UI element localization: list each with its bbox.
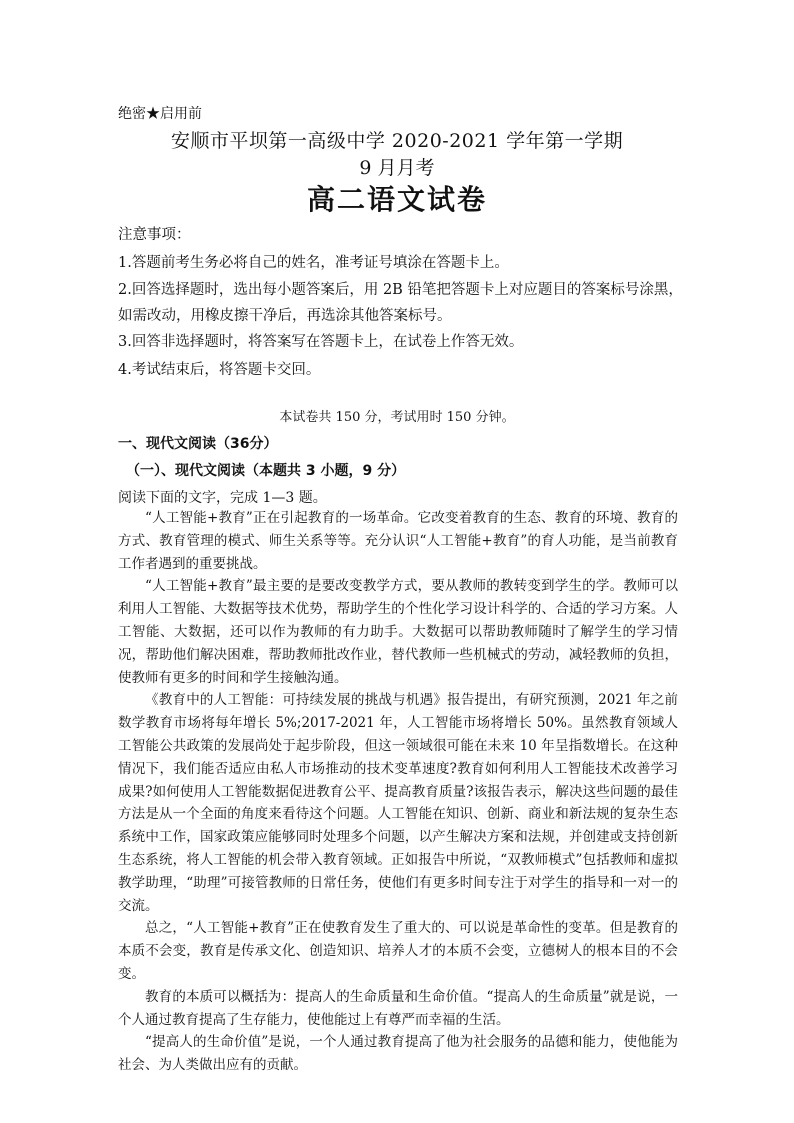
exam-notes xyxy=(118,222,688,384)
passage-paragraph: 教育的本质可以概括为：提高人的生命质量和生命价值。“提高人的生命质量”就是说，一个人通过教育提高了生存能力，使他能过上有尊严而幸福的生活。 xyxy=(118,988,678,1028)
reading-passage xyxy=(118,507,678,1077)
notes-heading: 注意事项： xyxy=(118,227,191,243)
reading-instruction: 阅读下面的文字，完成 1—3 题。 xyxy=(118,490,327,506)
passage-paragraph: “人工智能+教育”最主要的是要改变教学方式，要从教师的教转变到学生的学。教师可以利用人工智能、大数据等技术优势，帮助学生的个性化学习设计科学的、合适的学习方案。人工智能、大数据，还可以作为教师的有力助手。大数据可以帮助教师随时了解学生的学习情况，帮助他们解决困难，帮助教师批改作业，替代教师一些机械式的劳动，减轻教师的负担，使教师有更多的时间和学生接触沟通。 xyxy=(118,578,678,686)
passage-paragraph: 总之，“人工智能+教育”正在使教育发生了重大的、可以说是革命性的变革。但是教育的本质不会变，教育是传承文化、创造知识、培养人才的本质不会变，立德树人的根本目的不会变。 xyxy=(118,920,678,982)
note-item: 3.回答非选择题时，将答案写在答题卡上，在试卷上作答无效。 xyxy=(118,334,524,350)
school-term-heading: 安顺市平坝第一高级中学 2020-2021 学年第一学期 xyxy=(170,130,624,152)
confidential-label: 绝密★启用前 xyxy=(118,106,202,122)
passage-paragraph: 《教育中的人工智能：可持续发展的挑战与机遇》报告提出，有研究预测，2021 年之前数学教育市场将每年增长 5%;2017-2021 年，人工智能市场将增长 50%。虽然教育领域人工智能公共政策的发展尚处于起步阶段，但这一领域很可能在未来 10 年呈指数增长。在这种情况下，我们能否适应由私人市场推动的技术变革速度?教育如何利用人工智能技术改善学习成果?如何使用人工智能数据促进教育公平、提高教育质量?该报告表示，解决这些问题的最佳方法是从一个全面的角度来看待这个问题。人工智能在知识、创新、商业和新法规的复杂生态系统中工作，国家政策应能够同时处理多个问题，以产生解决方案和法规，并创建或支持创新生态系统，将人工智能的机会带入教育领域。正如报告中所说，“双教师模式”包括教师和虚拟教学助理，“助理”可接管教师的日常任务，使他们有更多时间专注于对学生的指导和一对一的交流。 xyxy=(118,692,678,914)
subsection-title: （一）、现代文阅读（本题共 3 小题，9 分） xyxy=(126,463,406,479)
exam-title: 高二语文试卷 xyxy=(306,183,487,216)
exam-month-heading: 9 月月考 xyxy=(359,157,435,179)
passage-paragraph: “提高人的生命价值”是说，一个人通过教育提高了他为社会服务的品德和能力，使他能为社会、为人类做出应有的贡献。 xyxy=(118,1034,678,1074)
exam-info: 本试卷共 150 分，考试用时 150 分钟。 xyxy=(279,410,515,425)
note-item: 1.答题前考生务必将自己的姓名，准考证号填涂在答题卡上。 xyxy=(118,254,509,271)
section-title: 一、现代文阅读（36分） xyxy=(118,436,278,452)
note-item: 4.考试结束后，将答题卡交回。 xyxy=(118,361,321,378)
passage-paragraph: “人工智能+教育”正在引起教育的一场革命。它改变着教育的生态、教育的环境、教育的方式、教育管理的模式、师生关系等等。充分认识“人工智能+教育”的育人功能，是当前教育工作者遇到的重要挑战。 xyxy=(118,510,678,572)
note-item: 2.回答选择题时，选出每小题答案后，用 2B 铅笔把答题卡上对应题目的答案标号涂黑，如需改动，用橡皮擦干净后，再选涂其他答案标号。 xyxy=(118,282,683,324)
